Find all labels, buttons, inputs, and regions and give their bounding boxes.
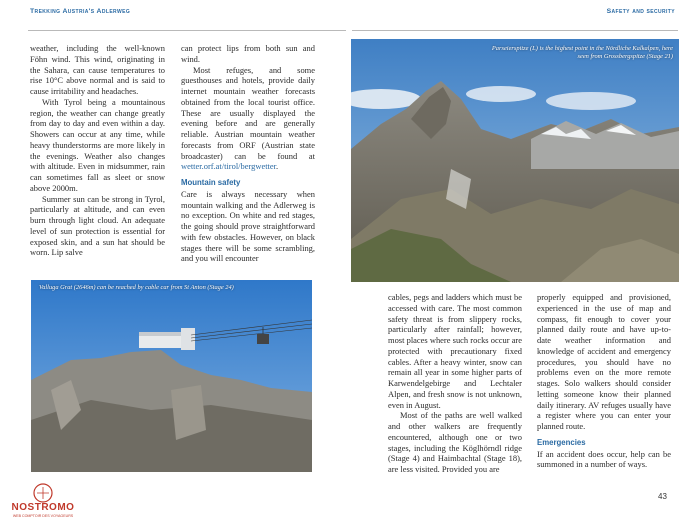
photo-valluga-grat xyxy=(31,280,312,472)
text-column-2 xyxy=(181,43,315,264)
section-heading-emergencies: Emergencies xyxy=(537,437,586,447)
header-rule-left xyxy=(28,30,346,31)
text-column-4 xyxy=(537,292,671,470)
running-header-right: Safety and security xyxy=(606,8,675,15)
paragraph: properly equipped and provisioned, experienced in the use of map and compass, fit enough to cover your planned daily route and have up-to-date weather information and knowledge of accident and emergency procedures, you should have no problems even on the more remote stages. Solo walkers should consider letting someone know their planned daily itinerary. AV refuges usually have a register where you can enter your planned route. xyxy=(537,292,671,431)
paragraph-text: Most refuges, and some guesthouses and hotels, provide daily internet mountain weather forecasts obtained from the local tourist office. These are usually displayed the evening before and are generally reliable. Austrian mountain weather forecasts from ORF (Austrian state broadcaster) can be found at xyxy=(181,64,315,161)
svg-text:NOSTROMO: NOSTROMO xyxy=(11,502,75,513)
paragraph: If an accident does occur, help can be summoned in a number of ways. xyxy=(537,448,671,470)
paragraph: weather, including the well-known Föhn wind. This wind, originating in the Sahara, can cause temperatures to rise 10°C above normal and is said to cause irritability and headaches. xyxy=(30,43,165,96)
paragraph xyxy=(181,65,315,173)
cable-car-mountain-image xyxy=(31,280,312,472)
section-heading-mountain-safety: Mountain safety xyxy=(181,178,241,187)
weather-forecast-link[interactable]: wetter.orf.at/tirol/bergwetter xyxy=(181,161,276,172)
text-column-3 xyxy=(388,292,522,475)
photo-caption-bottom: Valluga Grat (2646m) can be reached by cable car from St Anton (Stage 24) xyxy=(39,284,234,291)
paragraph: Most of the paths are well walked and other walkers are frequently encountered, although one or two stages, including the Köglhörndl ridge (Stage 4) and Haimbachtal (Stage 18), are less visited. Provided you are xyxy=(388,410,522,474)
header-rule-right xyxy=(352,30,678,31)
page-number: 43 xyxy=(658,492,667,501)
photo-parseierspitze xyxy=(351,39,679,282)
paragraph: can protect lips from both sun and wind. xyxy=(181,43,315,64)
paragraph: Summer sun can be strong in Tyrol, particularly at altitude, and can even burn through light cloud. An adequate level of sun protection is essential for exposed skin, and a sun hat should be worn. Lip salve xyxy=(30,193,165,258)
photo-caption-top: Parseierspitze (L) is the highest point in the Nördliche Kalkalpen, here seen from Grossbergspitze (Stage 21) xyxy=(491,45,673,60)
paragraph: With Tyrol being a mountainous region, the weather can change greatly from day to day and even within a day. Showers can occur at any time, while heavy thunderstorms are more likely in the evenings. Weather also changes with altitude. Even in midsummer, rain can sometimes fall as sleet or snow above 2000m. xyxy=(30,96,165,193)
paragraph: cables, pegs and ladders which must be accessed with care. The most common safety threat is from slippery rocks, particularly after rainfall; however, most places where such rocks occur are protected with precautionary fixed cables. After a heavy winter, snow can remain all year in some higher parts of Karwendelgebirge and Lechtaler Alpen, and fresh snow is not unknown, even in August. xyxy=(388,292,522,410)
mountain-landscape-image xyxy=(351,39,679,282)
text-column-1 xyxy=(30,43,165,258)
running-header-left: Trekking Austria's Adlerweg xyxy=(30,8,131,15)
nostromo-logo xyxy=(3,483,83,519)
punctuation: . xyxy=(275,161,279,172)
svg-text:WEB COMPTOIR DES VOYAGEURS: WEB COMPTOIR DES VOYAGEURS xyxy=(12,514,74,518)
nostromo-logo-graphic xyxy=(3,483,83,519)
paragraph: Care is always necessary when mountain walking and the Adlerweg is no exception. On white and red stages, the going should prove straightforward with few obstacles. However, on black stages there will be some scrambling, and you will encounter xyxy=(181,188,315,264)
